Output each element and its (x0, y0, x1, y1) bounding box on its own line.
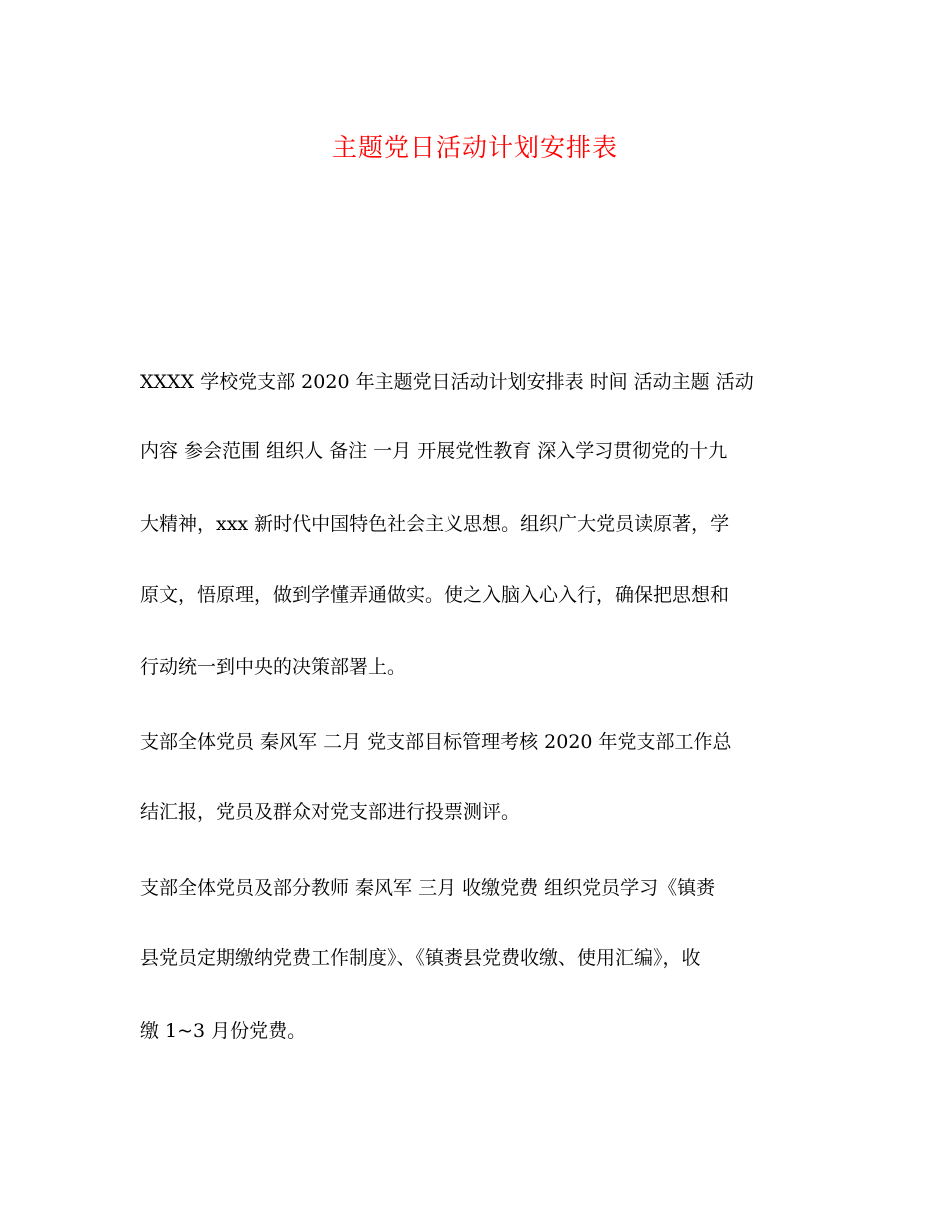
body-line-2: 内容 参会范围 组织人 备注 一月 开展党性教育 深入学习贯彻党的十九 (140, 440, 728, 462)
body-line-9: 县党员定期缴纳党费工作制度》、《镇赉县党费收缴、使用汇编》，收 (140, 947, 701, 969)
body-line-6: 支部全体党员 秦风军 二月 党支部目标管理考核 2020 年党支部工作总 (140, 731, 732, 753)
body-line-5: 行动统一到中央的决策部署上。 (140, 656, 407, 678)
body-line-10: 缴 1~3 月份党费。 (140, 1020, 307, 1042)
body-line-8: 支部全体党员及部分教师 秦风军 三月 收缴党费 组织党员学习《镇赉 (140, 877, 716, 899)
body-line-7: 结汇报，党员及群众对党支部进行投票测评。 (140, 801, 521, 823)
body-line-4: 原文，悟原理，做到学懂弄通做实。使之入脑入心入行，确保把思想和 (140, 584, 730, 606)
body-line-1: XXXX 学校党支部 2020 年主题党日活动计划安排表 时间 活动主题 活动 (140, 371, 754, 393)
document-title: 主题党日活动计划安排表 (331, 133, 618, 162)
body-line-3: 大精神，xxx 新时代中国特色社会主义思想。组织广大党员读原著，学 (140, 513, 730, 535)
